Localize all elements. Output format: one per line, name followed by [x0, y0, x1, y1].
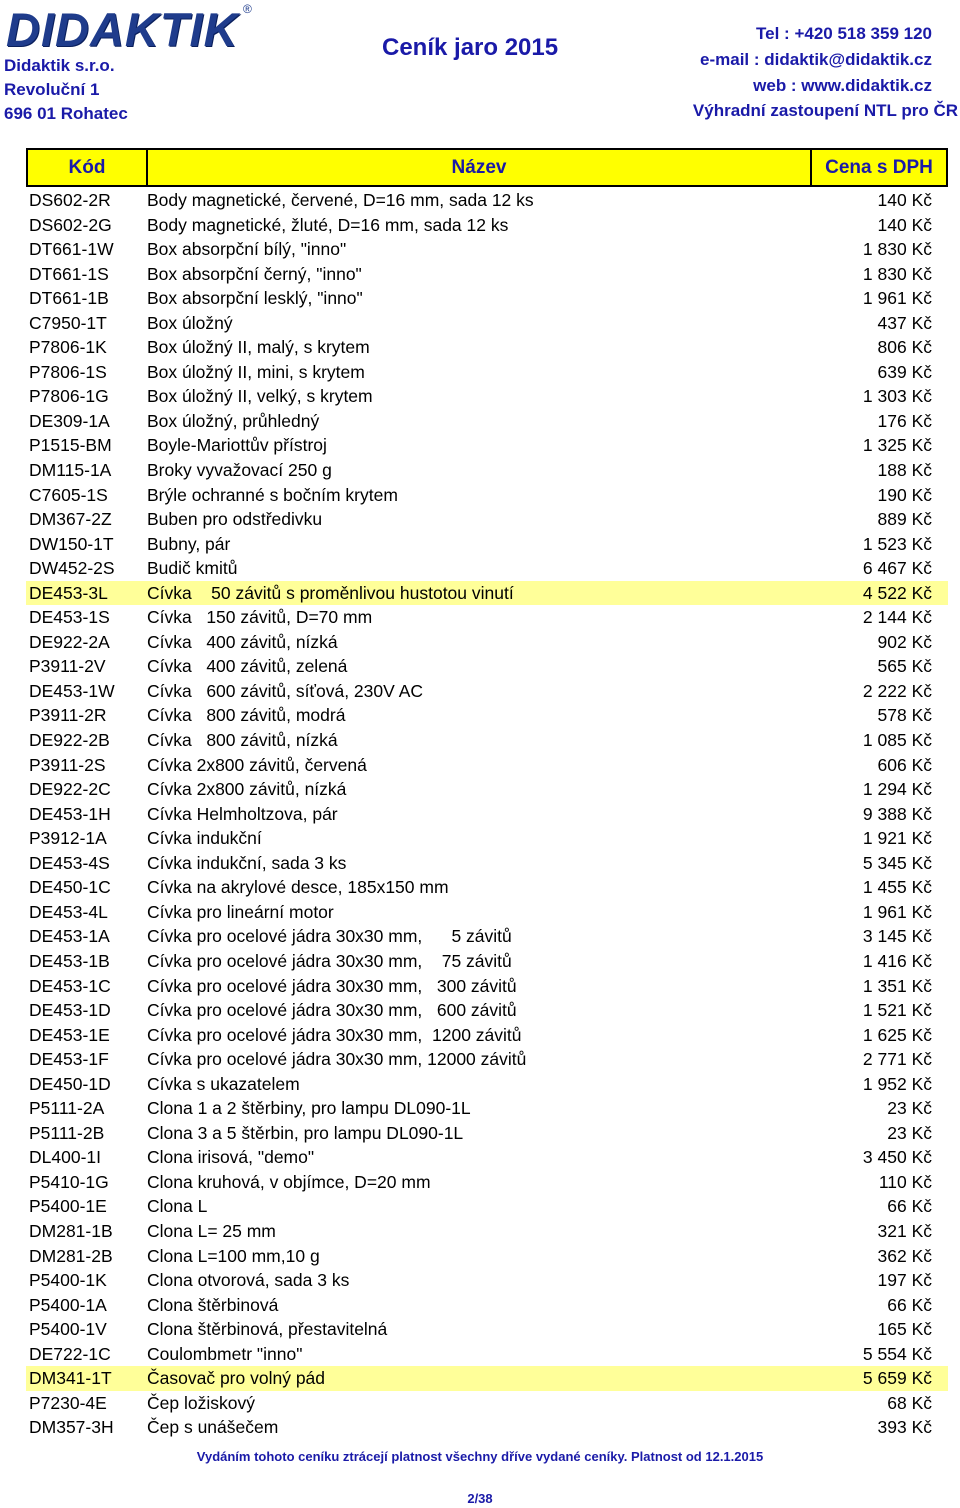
- cell-price: 1 455 Kč: [862, 877, 932, 898]
- cell-price: 1 952 Kč: [862, 1073, 932, 1094]
- cell-price: 1 303 Kč: [862, 386, 932, 407]
- table-row: [26, 532, 948, 557]
- cell-name: Cívka 400 závitů, zelená: [147, 656, 348, 677]
- cell-name: Clona irisová, "demo": [147, 1147, 315, 1168]
- cell-name: Čep s unášečem: [147, 1417, 279, 1438]
- cell-price: 140 Kč: [877, 190, 932, 210]
- cell-code: DE453-1F: [29, 1049, 109, 1070]
- cell-price: 1 085 Kč: [862, 730, 932, 751]
- table-row: [26, 581, 948, 606]
- table-row: [26, 360, 948, 385]
- cell-code: DE922-2A: [29, 631, 110, 652]
- cell-name: Časovač pro volný pád: [147, 1368, 326, 1389]
- table-row: [26, 1268, 948, 1293]
- cell-code: P7806-1S: [29, 361, 107, 382]
- cell-code: P5400-1K: [29, 1270, 107, 1291]
- cell-code: P5410-1G: [29, 1171, 109, 1192]
- cell-code: DE453-4L: [29, 901, 108, 922]
- cell-code: DM357-3H: [29, 1417, 114, 1438]
- cell-code: DM367-2Z: [29, 509, 112, 530]
- table-row: [26, 1219, 948, 1244]
- cell-price: 3 450 Kč: [862, 1147, 932, 1168]
- cell-name: Cívka 400 závitů, nízká: [147, 631, 338, 652]
- cell-price: 393 Kč: [877, 1417, 932, 1438]
- cell-code: P7230-4E: [29, 1392, 107, 1413]
- table-row: [26, 507, 948, 532]
- table-row: [26, 924, 948, 949]
- cell-price: 66 Kč: [887, 1294, 932, 1315]
- cell-name: Brýle ochranné s bočním krytem: [147, 484, 398, 505]
- table-row: [26, 998, 948, 1023]
- cell-name: Cívka pro ocelové jádra 30x30 mm, 5 závitů: [147, 926, 512, 947]
- cell-price: 6 467 Kč: [862, 558, 932, 579]
- cell-name: Clona L= 25 mm: [147, 1220, 276, 1241]
- cell-name: Cívka 2x800 závitů, nízká: [147, 779, 347, 800]
- table-row: [26, 1121, 948, 1146]
- table-row: [26, 1366, 948, 1391]
- cell-price: 1 830 Kč: [862, 263, 932, 284]
- table-row: [26, 384, 948, 409]
- cell-price: 889 Kč: [877, 509, 932, 530]
- cell-code: P3911-2V: [29, 656, 106, 677]
- cell-code: DE922-2C: [29, 779, 111, 800]
- cell-name: Cívka 600 závitů, síťová, 230V AC: [147, 680, 424, 701]
- cell-price: 437 Kč: [877, 312, 932, 333]
- cell-code: DE453-1W: [29, 680, 115, 701]
- validity-notice: Vydáním tohoto ceníku ztrácejí platnost všechny dříve vydané ceníky. Platnost od 12.1.2015: [196, 1449, 764, 1464]
- table-row: [26, 1391, 948, 1416]
- didaktik-logo: [2, 2, 252, 56]
- cell-name: Budič kmitů: [147, 558, 238, 579]
- cell-name: Cívka indukční, sada 3 ks: [147, 852, 347, 873]
- cell-code: P7806-1G: [29, 386, 109, 407]
- cell-name: Box absorpční černý, "inno": [147, 263, 362, 284]
- cell-price: 2 771 Kč: [862, 1049, 932, 1070]
- cell-code: P5111-2B: [29, 1122, 105, 1143]
- cell-price: 1 351 Kč: [862, 975, 932, 996]
- cell-code: DE453-4S: [29, 852, 110, 873]
- cell-name: Cívka 50 závitů s proměnlivou hustotou vinutí: [147, 582, 514, 603]
- table-row: [26, 213, 948, 238]
- logo-text: DIDAKTIK: [6, 3, 239, 56]
- cell-price: 639 Kč: [877, 361, 932, 382]
- cell-price: 1 625 Kč: [862, 1024, 932, 1045]
- exclusive-representation: Výhradní zastoupení NTL pro ČR: [692, 101, 958, 120]
- company-name: Didaktik s.r.o.: [4, 56, 115, 75]
- cell-price: 806 Kč: [877, 337, 932, 358]
- company-city: 696 01 Rohatec: [4, 104, 128, 123]
- column-price: Cena s DPH: [811, 149, 947, 186]
- cell-price: 1 521 Kč: [862, 1000, 932, 1021]
- cell-price: 1 830 Kč: [862, 239, 932, 260]
- cell-code: DE453-3L: [29, 582, 108, 603]
- cell-price: 176 Kč: [877, 410, 932, 431]
- table-row: [26, 630, 948, 655]
- cell-code: DT661-1B: [29, 288, 109, 309]
- cell-price: 1 961 Kč: [862, 901, 932, 922]
- cell-code: P5111-2A: [29, 1098, 105, 1119]
- cell-code: P7806-1K: [29, 337, 107, 358]
- cell-name: Cívka pro lineární motor: [147, 901, 334, 922]
- cell-name: Cívka indukční: [147, 828, 262, 849]
- cell-name: Box úložný II, velký, s krytem: [147, 386, 373, 407]
- cell-name: Clona L: [147, 1196, 208, 1217]
- table-row: [26, 1415, 948, 1440]
- cell-price: 1 961 Kč: [862, 288, 932, 309]
- cell-price: 165 Kč: [877, 1319, 932, 1340]
- cell-price: 9 388 Kč: [862, 803, 932, 824]
- cell-code: DE450-1D: [29, 1073, 111, 1094]
- table-row: [26, 802, 948, 827]
- contact-email[interactable]: e-mail : didaktik@didaktik.cz: [700, 50, 932, 69]
- cell-name: Buben pro odstředivku: [147, 509, 323, 530]
- cell-name: Box úložný II, malý, s krytem: [147, 337, 370, 358]
- cell-code: P3911-2S: [29, 754, 106, 775]
- table-row: [26, 654, 948, 679]
- cell-name: Bubny, pár: [147, 533, 231, 554]
- table-row: [26, 875, 948, 900]
- cell-code: DL400-1I: [29, 1147, 101, 1168]
- cell-price: 321 Kč: [877, 1220, 932, 1241]
- table-row: [26, 1047, 948, 1072]
- cell-price: 68 Kč: [887, 1392, 932, 1413]
- table-row: [26, 703, 948, 728]
- table-row: [26, 728, 948, 753]
- table-row: [26, 433, 948, 458]
- cell-price: 2 144 Kč: [862, 607, 932, 628]
- cell-price: 565 Kč: [877, 656, 932, 677]
- cell-code: DS602-2R: [29, 190, 111, 210]
- cell-price: 23 Kč: [887, 1098, 932, 1119]
- table-row: [26, 311, 948, 336]
- cell-code: DE453-1S: [29, 607, 110, 628]
- page-title: Ceník jaro 2015: [382, 34, 559, 61]
- cell-name: Clona 3 a 5 štěrbin, pro lampu DL090-1L: [147, 1122, 464, 1143]
- cell-name: Cívka 800 závitů, nízká: [147, 730, 338, 751]
- cell-name: Broky vyvažovací 250 g: [147, 460, 332, 481]
- cell-name: Clona kruhová, v objímce, D=20 mm: [147, 1171, 431, 1192]
- cell-code: DE453-1E: [29, 1024, 110, 1045]
- cell-price: 3 145 Kč: [862, 926, 932, 947]
- cell-price: 1 523 Kč: [862, 533, 932, 554]
- cell-price: 1 325 Kč: [862, 435, 932, 456]
- table-row: [26, 974, 948, 999]
- cell-name: Clona štěrbinová: [147, 1294, 279, 1315]
- column-code: Kód: [68, 156, 106, 178]
- cell-code: DT661-1S: [29, 263, 109, 284]
- table-row: [26, 679, 948, 704]
- table-row: [26, 949, 948, 974]
- table-row: [26, 262, 948, 287]
- cell-code: DS602-2G: [29, 214, 112, 235]
- table-row: [26, 409, 948, 434]
- table-row: [26, 1145, 948, 1170]
- cell-code: DW452-2S: [29, 558, 115, 579]
- price-table-body: [26, 188, 948, 1440]
- cell-price: 902 Kč: [877, 631, 932, 652]
- cell-price: 362 Kč: [877, 1245, 932, 1266]
- cell-code: DE450-1C: [29, 877, 111, 898]
- cell-price: 110 Kč: [878, 1171, 932, 1192]
- cell-name: Coulombmetr "inno": [147, 1343, 303, 1364]
- column-name: Název: [147, 149, 811, 186]
- contact-web[interactable]: web : www.didaktik.cz: [753, 76, 932, 95]
- page-number: 2/38: [467, 1491, 493, 1506]
- table-row: [26, 1072, 948, 1097]
- cell-code: C7605-1S: [29, 484, 108, 505]
- table-row: [26, 753, 948, 778]
- cell-price: 1 294 Kč: [862, 779, 932, 800]
- cell-name: Box úložný, průhledný: [147, 410, 320, 431]
- cell-name: Cívka s ukazatelem: [147, 1073, 300, 1094]
- cell-code: P3912-1A: [29, 828, 107, 849]
- cell-code: DE453-1D: [29, 1000, 111, 1021]
- cell-price: 66 Kč: [887, 1196, 932, 1217]
- table-row: [26, 556, 948, 581]
- cell-code: DE922-2B: [29, 730, 110, 751]
- cell-name: Cívka pro ocelové jádra 30x30 mm, 75 závitů: [147, 950, 512, 971]
- cell-name: Cívka pro ocelové jádra 30x30 mm, 12000 závitů: [147, 1049, 527, 1070]
- cell-name: Clona otvorová, sada 3 ks: [147, 1270, 350, 1291]
- cell-name: Cívka Helmholtzova, pár: [147, 803, 338, 824]
- cell-code: P5400-1E: [29, 1196, 107, 1217]
- cell-code: DM281-2B: [29, 1245, 113, 1266]
- cell-name: Cívka 800 závitů, modrá: [147, 705, 346, 726]
- cell-price: 23 Kč: [887, 1122, 932, 1143]
- cell-code: DE309-1A: [29, 410, 110, 431]
- table-row: [26, 458, 948, 483]
- cell-price: 578 Kč: [877, 705, 932, 726]
- cell-name: Cívka 150 závitů, D=70 mm: [147, 607, 373, 628]
- cell-code: DE453-1B: [29, 950, 110, 971]
- contact-tel: Tel : +420 518 359 120: [756, 24, 932, 43]
- table-row: [26, 851, 948, 876]
- company-street: Revoluční 1: [4, 80, 100, 99]
- cell-name: Box absorpční lesklý, "inno": [147, 288, 363, 309]
- cell-name: Cívka 2x800 závitů, červená: [147, 754, 367, 775]
- cell-code: DW150-1T: [29, 533, 114, 554]
- cell-name: Cívka na akrylové desce, 185x150 mm: [147, 877, 449, 898]
- cell-price: 606 Kč: [877, 754, 932, 775]
- cell-price: 140 Kč: [877, 214, 932, 235]
- cell-name: Clona 1 a 2 štěrbiny, pro lampu DL090-1L: [147, 1098, 471, 1119]
- cell-code: P1515-BM: [29, 435, 112, 456]
- cell-code: DE453-1H: [29, 803, 111, 824]
- cell-code: P5400-1V: [29, 1319, 107, 1340]
- cell-name: Box úložný: [147, 312, 233, 333]
- table-row: [26, 826, 948, 851]
- table-row: [26, 335, 948, 360]
- cell-code: P3911-2R: [29, 705, 107, 726]
- table-row: [26, 286, 948, 311]
- table-row: [26, 1317, 948, 1342]
- table-row: [26, 188, 948, 213]
- cell-name: Clona L=100 mm,10 g: [147, 1245, 320, 1266]
- table-row: [26, 1170, 948, 1195]
- table-row: [26, 777, 948, 802]
- cell-code: DM115-1A: [29, 460, 112, 481]
- cell-price: 2 222 Kč: [862, 680, 932, 701]
- table-row: [26, 1194, 948, 1219]
- table-row: [26, 1342, 948, 1367]
- cell-code: DT661-1W: [29, 239, 114, 260]
- cell-code: DM281-1B: [29, 1220, 113, 1241]
- cell-price: 5 345 Kč: [862, 852, 932, 873]
- registered-mark: ®: [243, 2, 252, 16]
- table-row: [26, 237, 948, 262]
- cell-name: Box úložný II, mini, s krytem: [147, 361, 365, 382]
- table-row: [26, 1293, 948, 1318]
- cell-code: DE453-1C: [29, 975, 111, 996]
- cell-code: DM341-1T: [29, 1368, 112, 1389]
- cell-name: Čep ložiskový: [147, 1392, 255, 1413]
- cell-name: Cívka pro ocelové jádra 30x30 mm, 600 závitů: [147, 1000, 517, 1021]
- cell-price: 188 Kč: [877, 460, 932, 481]
- table-row: [26, 1096, 948, 1121]
- cell-price: 190 Kč: [877, 484, 932, 505]
- cell-name: Boyle-Mariottův přístroj: [147, 435, 327, 456]
- cell-code: DE453-1A: [29, 926, 110, 947]
- table-row: [26, 483, 948, 508]
- cell-code: P5400-1A: [29, 1294, 107, 1315]
- table-row: [26, 605, 948, 630]
- cell-price: 197 Kč: [877, 1270, 932, 1291]
- cell-price: 1 416 Kč: [862, 950, 932, 971]
- price-table-header: [26, 148, 948, 187]
- cell-name: Body magnetické, červené, D=16 mm, sada 12 ks: [147, 190, 534, 210]
- cell-code: C7950-1T: [29, 312, 107, 333]
- cell-name: Body magnetické, žluté, D=16 mm, sada 12 ks: [147, 214, 509, 235]
- table-row: [26, 1023, 948, 1048]
- cell-name: Clona štěrbinová, přestavitelná: [147, 1319, 388, 1340]
- cell-name: Box absorpční bílý, "inno": [147, 239, 347, 260]
- cell-price: 4 522 Kč: [862, 582, 932, 603]
- cell-price: 5 659 Kč: [862, 1368, 932, 1389]
- cell-name: Cívka pro ocelové jádra 30x30 mm, 1200 závitů: [147, 1024, 522, 1045]
- table-row: [26, 900, 948, 925]
- cell-code: DE722-1C: [29, 1343, 111, 1364]
- table-row: [26, 1244, 948, 1269]
- cell-name: Cívka pro ocelové jádra 30x30 mm, 300 závitů: [147, 975, 517, 996]
- cell-price: 1 921 Kč: [862, 828, 932, 849]
- cell-price: 5 554 Kč: [862, 1343, 932, 1364]
